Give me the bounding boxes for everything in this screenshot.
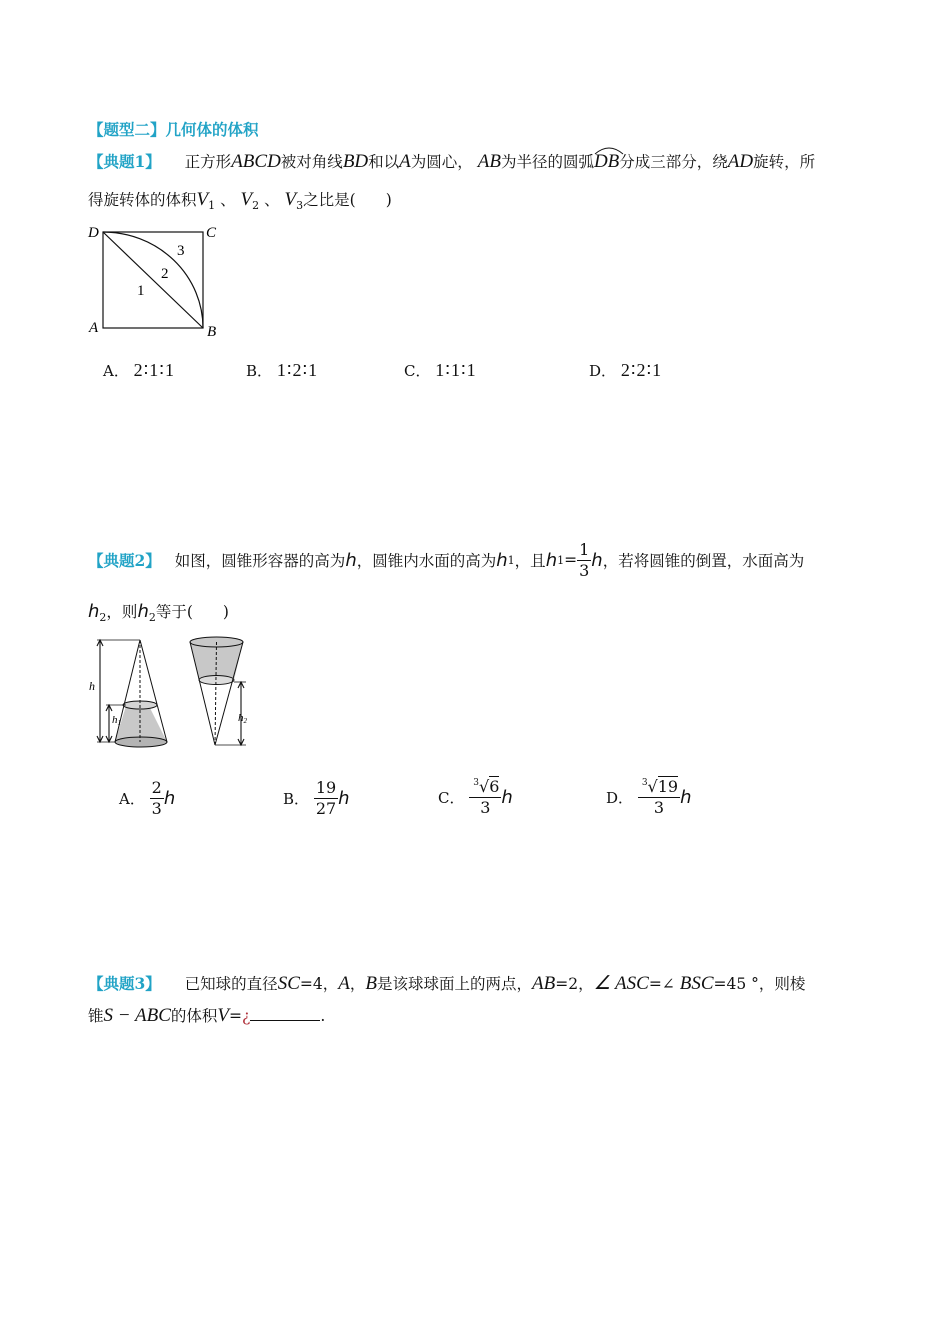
option-label: A．: [103, 362, 129, 380]
q1-radius: AB: [477, 151, 501, 172]
label-h2: h2: [238, 712, 247, 725]
q1-option-c[interactable]: [404, 360, 477, 381]
q1-v3-sub: 3: [296, 199, 304, 212]
option-label: D．: [589, 362, 617, 380]
q1-text: ): [385, 191, 392, 209]
option-var: h: [338, 787, 350, 809]
q3-line1: [88, 972, 805, 995]
q1-text: 被对角线: [280, 153, 343, 171]
q3-text: ，则棱: [758, 975, 806, 993]
q3-text: 的体积: [170, 1007, 218, 1025]
option-label: B．: [283, 789, 310, 808]
option-var: h: [680, 786, 692, 808]
q2-line1: [88, 538, 804, 582]
q3-text: 已知球的直径: [184, 975, 278, 993]
label-d: D: [88, 225, 99, 241]
q3-answer-blank[interactable]: [250, 1006, 320, 1021]
q1-text: 为圆心，: [410, 153, 473, 171]
q2-eq: =: [564, 551, 578, 569]
option-value: 2∶2∶1: [620, 360, 663, 380]
q2-figure: [86, 632, 256, 754]
q1-v2-sub: 2: [252, 199, 260, 212]
q1-text: 旋转，所: [753, 153, 816, 171]
option-fraction: $\frac{2}{3}$: [151, 777, 162, 818]
q2-text: ，圆锥内水面的高为: [356, 552, 497, 570]
q1-option-b[interactable]: [246, 360, 318, 381]
q2-h: h: [345, 549, 357, 571]
option-label: C．: [438, 788, 465, 807]
q3-text: ，: [349, 975, 366, 993]
q2-h1: h: [545, 549, 558, 571]
q1-text: 为半径的圆弧: [500, 153, 594, 171]
q3-line2: [88, 1004, 325, 1027]
option-var: h: [163, 787, 176, 809]
q2-text: 等于(: [155, 603, 193, 621]
q1-tag: 【典题1】: [88, 152, 161, 171]
q3-sc: SC: [277, 973, 300, 994]
label-b: B: [207, 324, 217, 340]
option-radical: $^3$√6: [469, 779, 501, 798]
region-3: 3: [177, 243, 185, 259]
q1-v1-sub: 1: [208, 199, 216, 212]
q3-tag: 【典题3】: [88, 974, 161, 993]
q2-text: ，则: [106, 603, 138, 621]
option-fraction: $\frac{^3√6}{3}$: [469, 779, 501, 816]
q3-glyph: ¿: [242, 1007, 251, 1025]
q1-text: 分成三部分，绕: [619, 153, 728, 171]
q1-text: 得旋转体的体积: [88, 191, 197, 209]
q2-option-c[interactable]: [438, 771, 513, 823]
option-var: h: [501, 786, 513, 808]
q2-option-b[interactable]: [283, 775, 350, 821]
section-title: 【题型二】几何体的体积: [88, 120, 259, 139]
q2-h2: h: [88, 601, 100, 622]
option-value: 2∶1∶1: [133, 360, 175, 380]
option-fraction: $\frac{19}{27}$: [315, 777, 337, 818]
q3-end: .: [320, 1007, 326, 1025]
q1-text: 之比是(: [303, 191, 356, 209]
option-label: D．: [606, 788, 634, 807]
q2-h: h: [591, 549, 603, 571]
option-label: C．: [404, 362, 431, 380]
region-1: 1: [137, 283, 145, 299]
q2-h1: h: [496, 549, 508, 571]
q1-v1: V: [196, 189, 209, 210]
q3-b: B: [365, 973, 377, 994]
q1-arc: DB: [594, 151, 619, 173]
q2-text: ): [222, 603, 229, 621]
q2-h1-sub: 1: [557, 553, 565, 567]
q2-text: ，若将圆锥的倒置，水面高为: [602, 552, 805, 570]
q2-h2-sub: 2: [99, 611, 107, 624]
q2-tag: 【典题2】: [88, 551, 161, 570]
q1-figure: [86, 222, 226, 340]
q1-sep: 、: [220, 191, 236, 209]
base-ellipse-left: [115, 737, 167, 747]
water-surface-right: [199, 676, 234, 685]
label-a: A: [89, 320, 99, 336]
q3-eq: =: [229, 1007, 243, 1025]
q1-center: A: [399, 151, 411, 172]
q1-diag: BD: [342, 151, 369, 172]
q3-text: 是该球球面上的两点，: [376, 975, 532, 993]
q3-eq: =4: [299, 975, 323, 993]
q2-text: 如图，圆锥形容器的高为: [174, 552, 346, 570]
q1-v2: V: [240, 189, 253, 210]
option-radical: $^3$√19: [638, 779, 680, 798]
q1-axis: AD: [727, 151, 754, 172]
q2-h1-sub: 1: [507, 553, 515, 567]
label-h: h: [89, 679, 95, 693]
q3-text: 锥: [88, 1007, 104, 1025]
q1-option-d[interactable]: [589, 360, 662, 381]
q2-option-a[interactable]: [119, 775, 175, 821]
q1-text: 和以: [368, 153, 400, 171]
option-value: 1∶1∶1: [435, 360, 477, 380]
q2-option-d[interactable]: [606, 771, 692, 823]
q3-cone: S − ABC: [103, 1005, 171, 1026]
q1-option-a[interactable]: [103, 360, 175, 381]
q3-eq: =2: [555, 975, 579, 993]
q3-angle2: BSC: [679, 973, 714, 994]
q1-sep: 、: [264, 191, 280, 209]
q2-h2: h: [137, 601, 149, 622]
q2-text: ，且: [514, 552, 546, 570]
option-fraction: $\frac{^3√19}{3}$: [638, 779, 680, 816]
q3-v: V: [217, 1005, 230, 1026]
q1-text: 正方形: [184, 153, 232, 171]
q3-a: A: [338, 973, 350, 994]
q3-ab: AB: [532, 973, 556, 994]
q2-line2: [88, 600, 229, 624]
label-c: C: [206, 225, 217, 241]
region-2: 2: [161, 266, 169, 282]
q3-degree: =45 °: [713, 975, 759, 993]
option-label: A．: [119, 789, 145, 808]
q2-h2-sub: 2: [148, 611, 156, 624]
option-value: 1∶2∶1: [276, 360, 319, 380]
option-label: B．: [246, 362, 273, 380]
q3-eq: =∠: [648, 975, 675, 993]
label-h1: h1: [112, 714, 121, 727]
q1-line2: [88, 188, 392, 212]
q3-text: ，: [322, 975, 339, 993]
q3-text: ，: [578, 975, 594, 993]
arc-mark-icon: [594, 145, 624, 155]
diagonal-bd: [103, 232, 203, 328]
q1-line1: [88, 150, 815, 173]
q1-square: ABCD: [231, 151, 281, 172]
q2-fraction: $\frac{1}{3}$: [579, 539, 590, 580]
q1-v3: V: [284, 189, 297, 210]
q3-angle1: ∠ ASC: [593, 973, 649, 994]
